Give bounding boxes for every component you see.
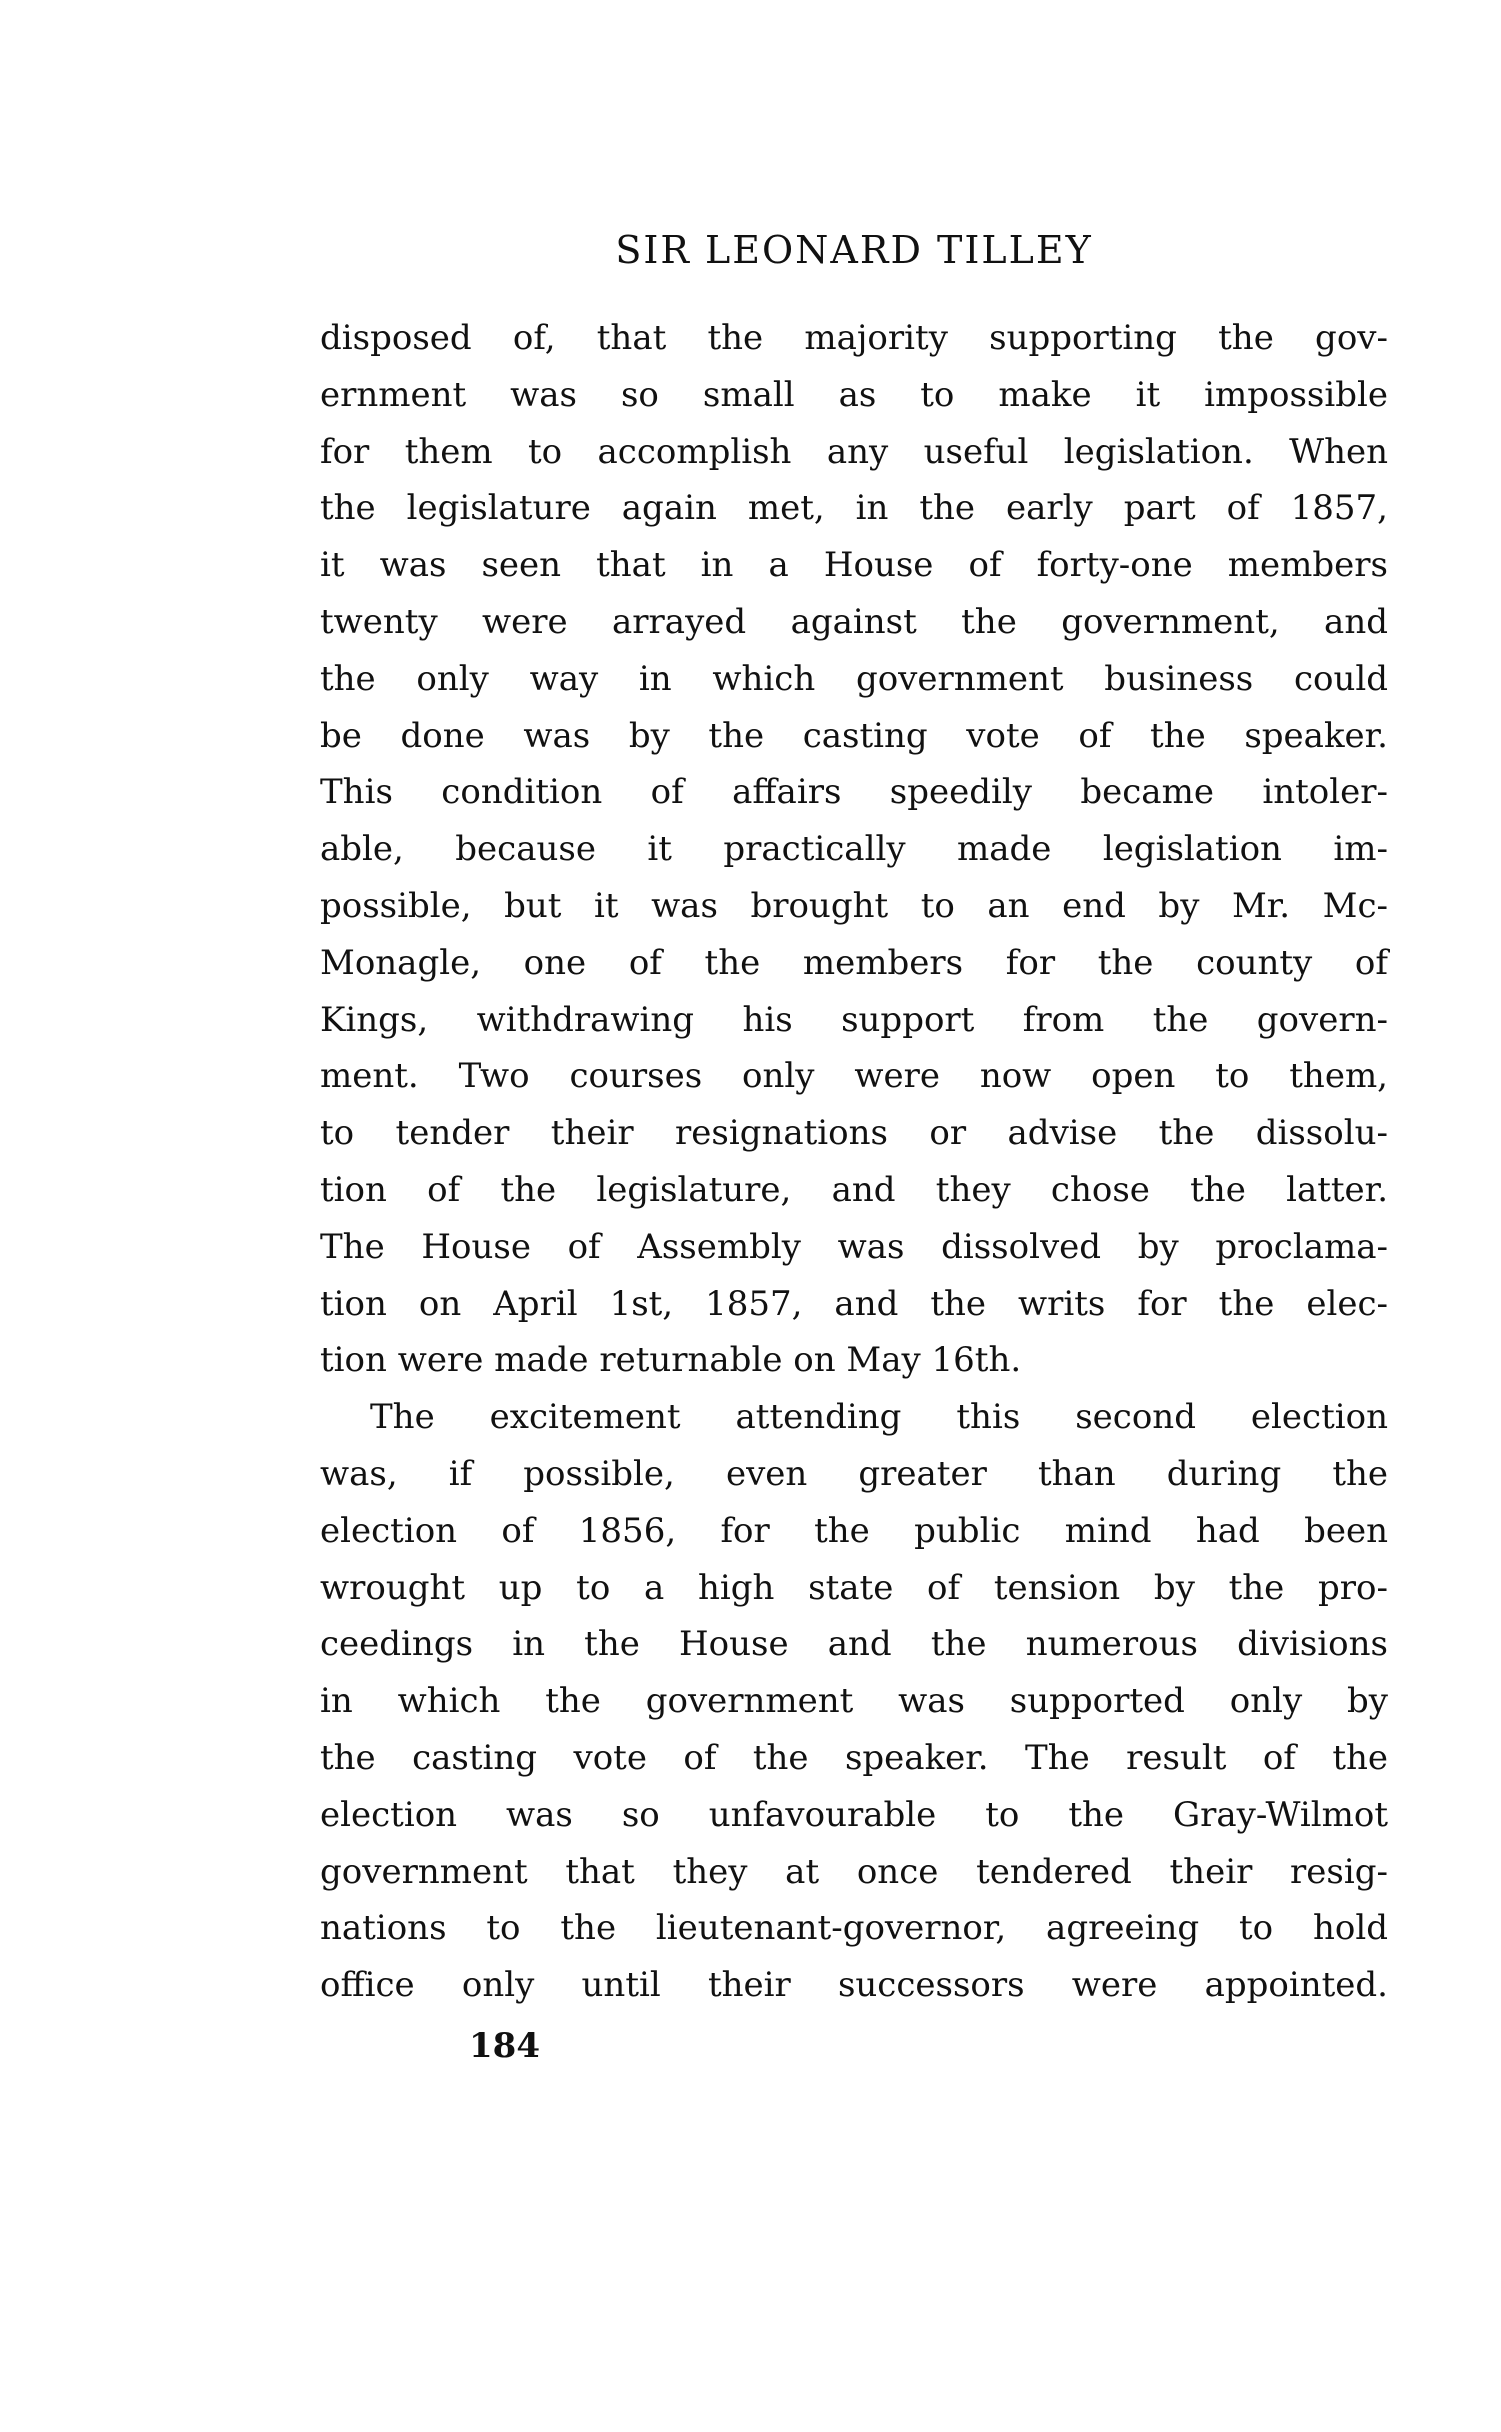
- text-line: for them to accomplish any useful legislation. When: [320, 431, 1388, 472]
- text-line: nations to the lieutenant-governor, agreeing to hold: [320, 1908, 1388, 1949]
- text-line: wrought up to a high state of tension by the pro-: [320, 1567, 1388, 1608]
- paragraph: [320, 310, 1388, 1389]
- text-line: it was seen that in a House of forty-one members: [320, 545, 1388, 586]
- text-line: election was so unfavourable to the Gray-Wilmot: [320, 1794, 1388, 1835]
- page-number: 184: [469, 2026, 540, 2066]
- text-line: tion were made returnable on May 16th.: [320, 1340, 1022, 1381]
- text-line: in which the government was supported only by: [320, 1681, 1388, 1722]
- text-line: twenty were arrayed against the government, and: [320, 601, 1388, 642]
- text-line: ceedings in the House and the numerous divisions: [320, 1624, 1388, 1665]
- text-line: the casting vote of the speaker. The result of the: [320, 1737, 1388, 1778]
- paragraph: [320, 1389, 1388, 2014]
- text-line: office only until their successors were appointed.: [320, 1965, 1388, 2006]
- text-line: able, because it practically made legislation im-: [320, 829, 1388, 870]
- text-line: was, if possible, even greater than during the: [320, 1453, 1388, 1494]
- text-line: tion of the legislature, and they chose the latter.: [320, 1169, 1388, 1210]
- text-line: disposed of, that the majority supporting the gov-: [320, 318, 1388, 358]
- text-line: election of 1856, for the public mind had been: [320, 1510, 1388, 1551]
- text-line: tion on April 1st, 1857, and the writs for the elec-: [320, 1283, 1388, 1324]
- text-line: ernment was so small as to make it impossible: [320, 374, 1388, 415]
- text-line: government that they at once tendered their resig-: [320, 1851, 1388, 1892]
- text-line: possible, but it was brought to an end by Mr. Mc-: [320, 885, 1388, 926]
- text-line: The excitement attending this second election: [370, 1397, 1388, 1438]
- text-line: Monagle, one of the members for the county of: [320, 942, 1388, 983]
- running-head: SIR LEONARD TILLEY: [615, 228, 1093, 272]
- text-line: the only way in which government business could: [320, 658, 1388, 699]
- body-text: [320, 310, 1388, 2014]
- text-line: ment. Two courses only were now open to them,: [320, 1056, 1388, 1097]
- text-line: Kings, withdrawing his support from the govern-: [320, 999, 1388, 1040]
- text-line: The House of Assembly was dissolved by proclama-: [320, 1226, 1388, 1267]
- text-line: This condition of affairs speedily became intoler-: [320, 772, 1388, 813]
- text-line: be done was by the casting vote of the speaker.: [320, 715, 1388, 756]
- text-line: the legislature again met, in the early part of 1857,: [320, 488, 1388, 529]
- text-line: to tender their resignations or advise the dissolu-: [320, 1113, 1388, 1154]
